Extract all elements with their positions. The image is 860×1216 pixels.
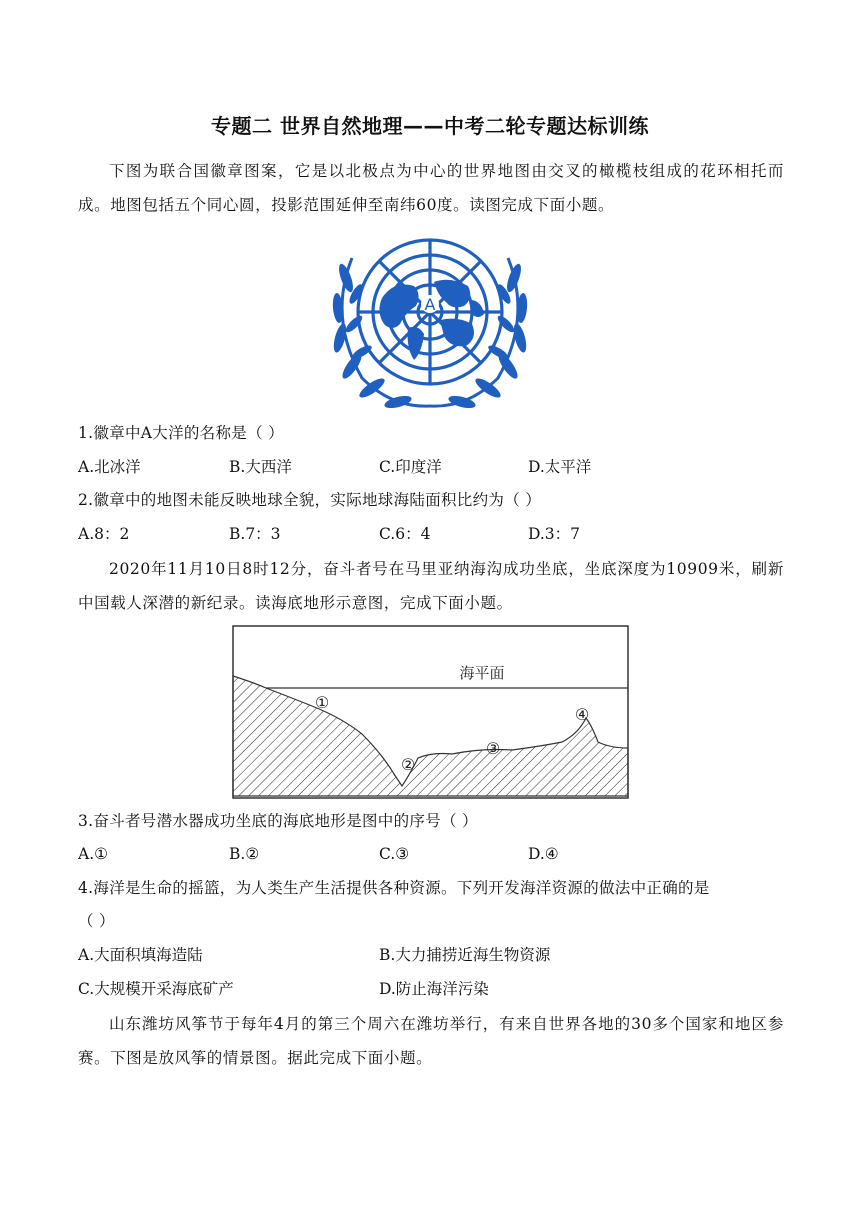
- seafloor-diagram: [232, 624, 630, 800]
- marker-trench: ②: [400, 755, 416, 774]
- question-4-stem-continued: （ ）: [78, 912, 115, 930]
- intro-paragraph-kite-festival: 山东潍坊风筝节于每年4月的第三个周六在潍坊举行，有来自世界各地的30多个国家和地区参赛。下图是放风筝的情景图。据此完成下面小题。: [78, 1015, 784, 1067]
- marker-ridge: ④: [574, 705, 590, 724]
- question-3-option-d[interactable]: D.④: [528, 845, 559, 863]
- document-title: 专题二 世界自然地理——中考二轮专题达标训练: [211, 114, 649, 138]
- intro-paragraph-fendouzhe: 2020年11月10日8时12分，奋斗者号在马里亚纳海沟成功坐底，坐底深度为10909米，刷新中国载人深潜的新纪录。读海底地形示意图，完成下面小题。: [78, 560, 784, 612]
- intro-paragraph-un-emblem: 下图为联合国徽章图案，它是以北极点为中心的世界地图由交叉的橄榄枝组成的花环相托而成。地图包括五个同心圆，投影范围延伸至南纬60度。读图完成下面小题。: [78, 162, 784, 214]
- emblem-label-a: A: [424, 295, 436, 314]
- question-1-stem: 1.徽章中A大洋的名称是（ ）: [78, 424, 284, 442]
- question-1-option-d[interactable]: D.太平洋: [528, 458, 592, 476]
- question-4-option-b[interactable]: B.大力捕捞近海生物资源: [379, 946, 551, 964]
- sea-level-label: 海平面: [459, 664, 505, 682]
- marker-ocean-basin: ③: [485, 739, 501, 758]
- question-3-option-c[interactable]: C.③: [379, 845, 410, 863]
- question-3-option-a[interactable]: A.①: [78, 845, 109, 863]
- question-2-option-a[interactable]: A.8：2: [78, 525, 130, 543]
- question-4-option-d[interactable]: D.防止海洋污染: [379, 980, 489, 998]
- marker-continental-shelf: ①: [314, 693, 330, 712]
- question-2-option-b[interactable]: B.7：3: [229, 525, 281, 543]
- question-4-option-c[interactable]: C.大规模开采海底矿产: [78, 980, 234, 998]
- question-1-option-b[interactable]: B.大西洋: [229, 458, 292, 476]
- question-1-option-c[interactable]: C.印度洋: [379, 458, 442, 476]
- question-4-stem: 4.海洋是生命的摇篮，为人类生产生活提供各种资源。下列开发海洋资源的做法中正确的是: [78, 879, 710, 897]
- un-emblem-image: [322, 228, 538, 414]
- question-1-option-a[interactable]: A.北冰洋: [78, 458, 141, 476]
- question-2-stem: 2.徽章中的地图未能反映地球全貌，实际地球海陆面积比约为（ ）: [78, 491, 542, 509]
- question-3-option-b[interactable]: B.②: [229, 845, 260, 863]
- question-2-option-d[interactable]: D.3：7: [528, 525, 581, 543]
- question-2-option-c[interactable]: C.6：4: [379, 525, 431, 543]
- question-4-option-a[interactable]: A.大面积填海造陆: [78, 946, 203, 964]
- question-3-stem: 3.奋斗者号潜水器成功坐底的海底地形是图中的序号（ ）: [78, 812, 478, 830]
